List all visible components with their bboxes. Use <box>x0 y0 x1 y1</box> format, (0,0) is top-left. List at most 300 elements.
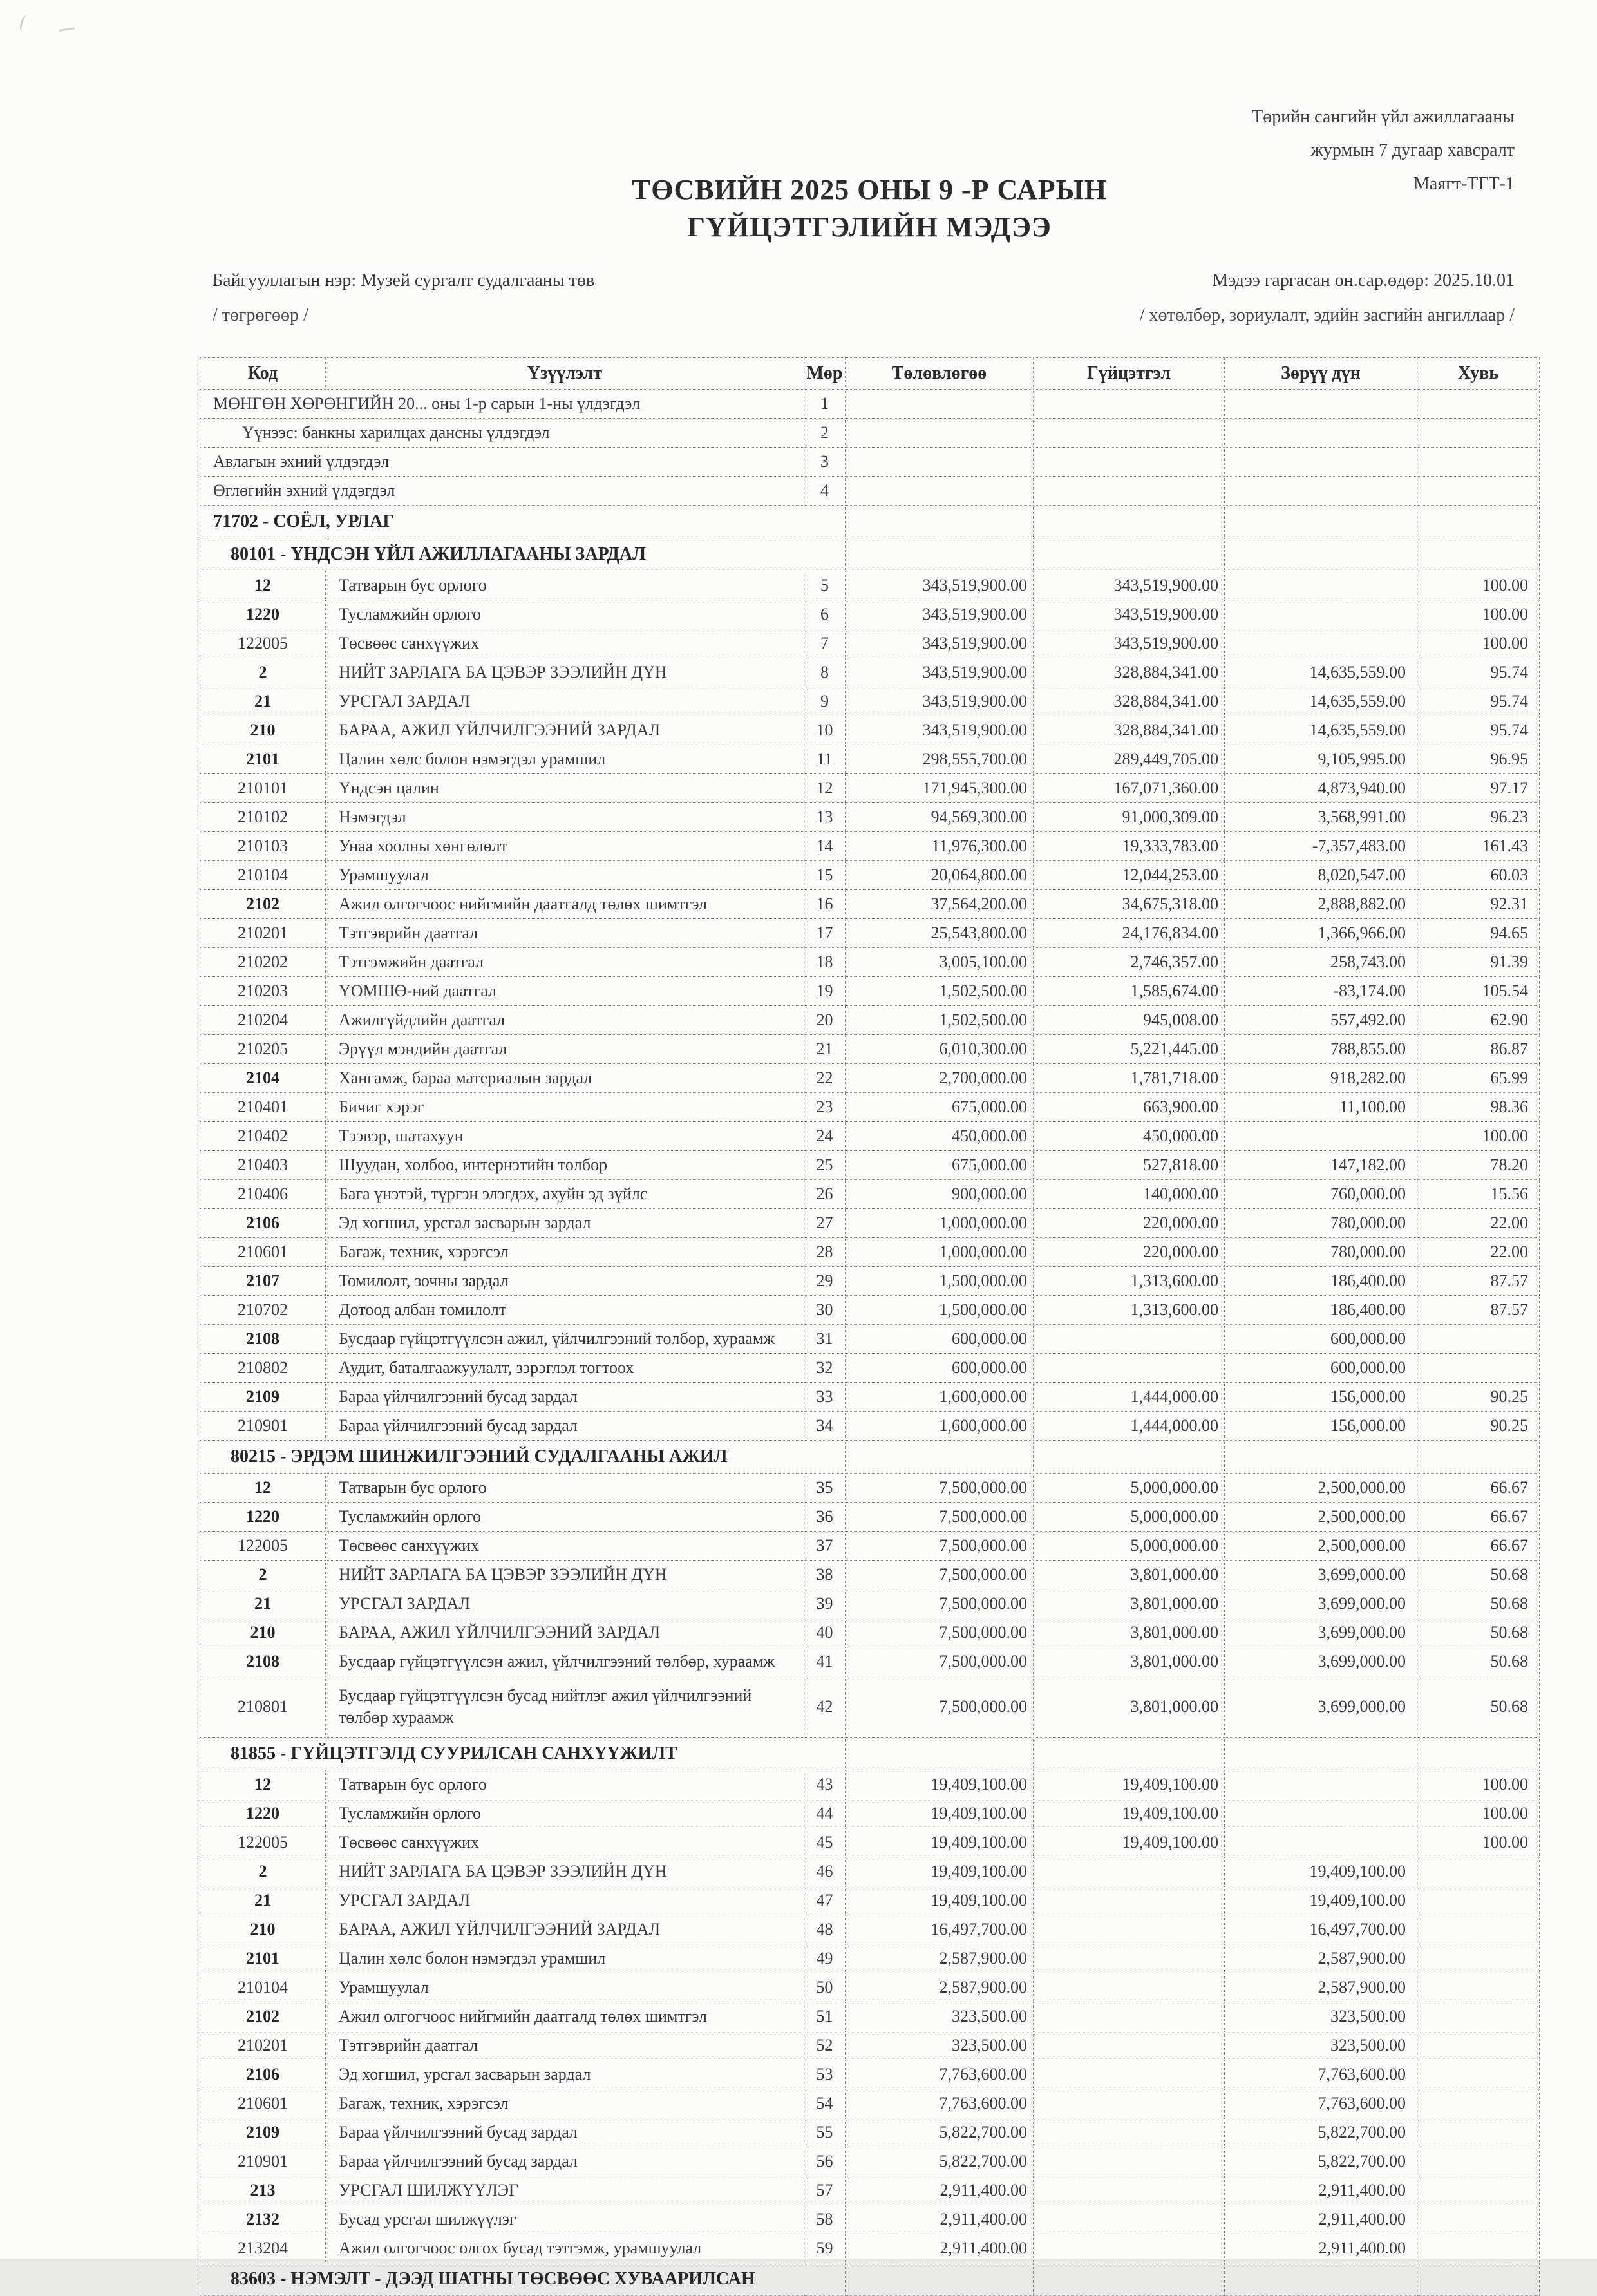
table-row <box>200 1944 1540 1973</box>
cell-account-code: 210203 <box>200 977 326 1006</box>
cell-indicator-label: Бусдаар гүйцэтгүүлсэн ажил, үйлчилгээний төлбөр, хураамж <box>326 1325 804 1354</box>
cell-indicator-label: Үүнээс: банкны харилцах дансны үлдэгдэл <box>200 419 804 448</box>
cell-indicator-label: Бага үнэтэй, түргэн элэгдэх, ахуйн эд зүйлс <box>326 1180 804 1209</box>
cell-row-number: 51 <box>804 2002 846 2031</box>
cell-difference-amount: 186,400.00 <box>1225 1267 1417 1296</box>
cell-actual-amount <box>1034 506 1225 538</box>
section-label: 80215 - ЭРДЭМ ШИНЖИЛГЭЭНИЙ СУДАЛГААНЫ АЖИЛ <box>200 1441 846 1474</box>
column-header-difference: Зөрүү дүн <box>1225 358 1417 390</box>
cell-indicator-label: Бичиг хэрэг <box>326 1093 804 1122</box>
section-header-row <box>200 538 1540 571</box>
cell-difference-amount <box>1225 629 1417 658</box>
cell-plan-amount: 19,409,100.00 <box>846 1770 1034 1799</box>
cell-difference-amount: 2,911,400.00 <box>1225 2205 1417 2234</box>
table-row <box>200 1857 1540 1886</box>
page-title-line2: ГҮЙЦЭТГЭЛИЙН МЭДЭЭ <box>687 211 1052 243</box>
cell-row-number: 16 <box>804 890 846 919</box>
cell-actual-amount <box>1034 2147 1225 2176</box>
cell-percent-value <box>1417 2002 1540 2031</box>
cell-actual-amount: 220,000.00 <box>1034 1238 1225 1267</box>
cell-plan-amount: 298,555,700.00 <box>846 745 1034 774</box>
cell-difference-amount <box>1225 477 1417 506</box>
cell-percent-value: 87.57 <box>1417 1296 1540 1325</box>
cell-row-number: 45 <box>804 1828 846 1857</box>
cell-account-code: 1220 <box>200 1503 326 1532</box>
cell-account-code: 210102 <box>200 803 326 832</box>
cell-difference-amount: 2,911,400.00 <box>1225 2234 1417 2263</box>
cell-actual-amount: 3,801,000.00 <box>1034 1589 1225 1618</box>
cell-indicator-label: Ажилгүйдлийн даатгал <box>326 1006 804 1035</box>
cell-row-number: 41 <box>804 1647 846 1676</box>
cell-actual-amount <box>1034 1915 1225 1944</box>
table-row <box>200 1770 1540 1799</box>
cell-actual-amount <box>1034 1738 1225 1770</box>
cell-plan-amount: 19,409,100.00 <box>846 1857 1034 1886</box>
column-header-plan: Төлөвлөгөө <box>846 358 1034 390</box>
column-header-code: Код <box>200 358 326 390</box>
table-row <box>200 948 1540 977</box>
cell-percent-value: 22.00 <box>1417 1238 1540 1267</box>
table-row <box>200 390 1540 419</box>
cell-plan-amount: 1,502,500.00 <box>846 1006 1034 1035</box>
cell-plan-amount: 7,763,600.00 <box>846 2089 1034 2118</box>
cell-difference-amount: 19,409,100.00 <box>1225 1857 1417 1886</box>
table-row <box>200 419 1540 448</box>
cell-percent-value: 96.95 <box>1417 745 1540 774</box>
cell-account-code: 210204 <box>200 1006 326 1035</box>
cell-indicator-label: Тэтгэмжийн даатгал <box>326 948 804 977</box>
cell-account-code: 210601 <box>200 1238 326 1267</box>
classification-note: / хөтөлбөр, зориулалт, эдийн засгийн ангиллаар / <box>1139 305 1515 325</box>
cell-account-code: 2 <box>200 1857 326 1886</box>
cell-indicator-label: Төсвөөс санхүүжих <box>326 629 804 658</box>
cell-difference-amount: 14,635,559.00 <box>1225 687 1417 716</box>
cell-row-number: 20 <box>804 1006 846 1035</box>
cell-percent-value: 100.00 <box>1417 1770 1540 1799</box>
cell-row-number: 7 <box>804 629 846 658</box>
cell-plan-amount: 7,500,000.00 <box>846 1532 1034 1561</box>
cell-actual-amount: 91,000,309.00 <box>1034 803 1225 832</box>
cell-plan-amount: 2,587,900.00 <box>846 1973 1034 2002</box>
section-label: 80101 - ҮНДСЭН ҮЙЛ АЖИЛЛАГААНЫ ЗАРДАЛ <box>200 538 846 571</box>
cell-account-code: 213 <box>200 2176 326 2205</box>
table-row <box>200 1503 1540 1532</box>
cell-percent-value <box>1417 1944 1540 1973</box>
cell-actual-amount: 1,781,718.00 <box>1034 1064 1225 1093</box>
form-reference-note <box>1252 100 1515 201</box>
cell-indicator-label: Бусдаар гүйцэтгүүлсэн бусад нийтлэг ажил үйлчилгээний төлбөр хураамж <box>326 1676 804 1738</box>
cell-difference-amount: 9,105,995.00 <box>1225 745 1417 774</box>
column-header-indicator: Үзүүлэлт <box>326 358 804 390</box>
cell-difference-amount: 323,500.00 <box>1225 2002 1417 2031</box>
cell-percent-value: 96.23 <box>1417 803 1540 832</box>
cell-percent-value <box>1417 2205 1540 2234</box>
table-row <box>200 1412 1540 1441</box>
cell-actual-amount <box>1034 419 1225 448</box>
cell-percent-value <box>1417 2089 1540 2118</box>
cell-actual-amount <box>1034 390 1225 419</box>
cell-plan-amount: 2,911,400.00 <box>846 2205 1034 2234</box>
cell-row-number: 6 <box>804 600 846 629</box>
cell-indicator-label: Тусламжийн орлого <box>326 600 804 629</box>
cell-account-code: 2106 <box>200 1209 326 1238</box>
cell-plan-amount: 5,822,700.00 <box>846 2118 1034 2147</box>
cell-difference-amount: 3,699,000.00 <box>1225 1676 1417 1738</box>
section-label: 71702 - СОЁЛ, УРЛАГ <box>200 506 846 538</box>
cell-actual-amount: 2,746,357.00 <box>1034 948 1225 977</box>
organization-name: Байгууллагын нэр: Музей сургалт судалгааны төв <box>213 270 595 290</box>
table-row <box>200 1647 1540 1676</box>
cell-percent-value: 87.57 <box>1417 1267 1540 1296</box>
cell-difference-amount: 780,000.00 <box>1225 1238 1417 1267</box>
cell-actual-amount: 1,585,674.00 <box>1034 977 1225 1006</box>
cell-row-number: 48 <box>804 1915 846 1944</box>
form-reference-line: Маягт-ТГТ-1 <box>1413 174 1515 194</box>
cell-plan-amount: 343,519,900.00 <box>846 571 1034 600</box>
cell-row-number: 24 <box>804 1122 846 1151</box>
cell-percent-value: 66.67 <box>1417 1503 1540 1532</box>
cell-plan-amount: 323,500.00 <box>846 2031 1034 2060</box>
cell-account-code: 2 <box>200 658 326 687</box>
cell-row-number: 23 <box>804 1093 846 1122</box>
cell-indicator-label: Багаж, техник, хэрэгсэл <box>326 1238 804 1267</box>
cell-row-number: 36 <box>804 1503 846 1532</box>
cell-row-number: 31 <box>804 1325 846 1354</box>
cell-actual-amount: 289,449,705.00 <box>1034 745 1225 774</box>
cell-difference-amount: 918,282.00 <box>1225 1064 1417 1093</box>
cell-row-number: 47 <box>804 1886 846 1915</box>
cell-row-number: 44 <box>804 1799 846 1828</box>
cell-actual-amount: 140,000.00 <box>1034 1180 1225 1209</box>
cell-indicator-label: Ажил олгогчоос нийгмийн даатгалд төлөх шимтгэл <box>326 2002 804 2031</box>
cell-row-number: 35 <box>804 1474 846 1503</box>
cell-percent-value: 98.36 <box>1417 1093 1540 1122</box>
cell-row-number: 4 <box>804 477 846 506</box>
cell-actual-amount <box>1034 538 1225 571</box>
cell-actual-amount: 1,313,600.00 <box>1034 1296 1225 1325</box>
cell-percent-value: 62.90 <box>1417 1006 1540 1035</box>
cell-actual-amount: 19,409,100.00 <box>1034 1799 1225 1828</box>
cell-indicator-label: Тэтгэврийн даатгал <box>326 2031 804 2060</box>
budget-execution-table <box>200 357 1540 2296</box>
cell-difference-amount: 1,366,966.00 <box>1225 919 1417 948</box>
cell-indicator-label: Нэмэгдэл <box>326 803 804 832</box>
table-row <box>200 977 1540 1006</box>
cell-row-number: 27 <box>804 1209 846 1238</box>
cell-account-code: 2101 <box>200 1944 326 1973</box>
cell-percent-value: 161.43 <box>1417 832 1540 861</box>
cell-difference-amount: 2,587,900.00 <box>1225 1973 1417 2002</box>
cell-difference-amount: 557,492.00 <box>1225 1006 1417 1035</box>
cell-row-number: 10 <box>804 716 846 745</box>
table-row <box>200 2147 1540 2176</box>
table-row <box>200 1238 1540 1267</box>
cell-row-number: 38 <box>804 1561 846 1589</box>
table-row <box>200 716 1540 745</box>
table-row <box>200 1383 1540 1412</box>
cell-percent-value <box>1417 1738 1540 1770</box>
cell-account-code: 210702 <box>200 1296 326 1325</box>
cell-plan-amount: 1,502,500.00 <box>846 977 1034 1006</box>
table-row <box>200 1474 1540 1503</box>
cell-difference-amount: 4,873,940.00 <box>1225 774 1417 803</box>
table-row <box>200 629 1540 658</box>
cell-indicator-label: Эд хогшил, урсгал засварын зардал <box>326 1209 804 1238</box>
cell-row-number: 54 <box>804 2089 846 2118</box>
cell-plan-amount: 2,911,400.00 <box>846 2176 1034 2205</box>
cell-actual-amount: 167,071,360.00 <box>1034 774 1225 803</box>
cell-plan-amount: 7,500,000.00 <box>846 1647 1034 1676</box>
cell-percent-value: 100.00 <box>1417 571 1540 600</box>
cell-percent-value: 95.74 <box>1417 687 1540 716</box>
cell-percent-value <box>1417 1886 1540 1915</box>
table-row <box>200 1354 1540 1383</box>
cell-actual-amount: 3,801,000.00 <box>1034 1676 1225 1738</box>
table-row <box>200 1561 1540 1589</box>
cell-percent-value: 95.74 <box>1417 716 1540 745</box>
cell-plan-amount <box>846 448 1034 477</box>
table-row <box>200 1532 1540 1561</box>
cell-account-code: 2109 <box>200 1383 326 1412</box>
cell-row-number: 59 <box>804 2234 846 2263</box>
cell-row-number: 32 <box>804 1354 846 1383</box>
cell-percent-value: 66.67 <box>1417 1532 1540 1561</box>
cell-percent-value: 100.00 <box>1417 1799 1540 1828</box>
table-row <box>200 1676 1540 1738</box>
cell-indicator-label: НИЙТ ЗАРЛАГА БА ЦЭВЭР ЗЭЭЛИЙН ДҮН <box>326 658 804 687</box>
cell-actual-amount <box>1034 1325 1225 1354</box>
cell-actual-amount: 343,519,900.00 <box>1034 629 1225 658</box>
cell-plan-amount: 16,497,700.00 <box>846 1915 1034 1944</box>
section-header-row <box>200 1738 1540 1770</box>
cell-difference-amount <box>1225 1770 1417 1799</box>
cell-indicator-label: УРСГАЛ ЗАРДАЛ <box>326 1589 804 1618</box>
cell-percent-value: 78.20 <box>1417 1151 1540 1180</box>
table-row <box>200 1973 1540 2002</box>
cell-indicator-label: Тусламжийн орлого <box>326 1799 804 1828</box>
section-label: 83603 - НЭМЭЛТ - ДЭЭД ШАТНЫ ТӨСВӨӨС ХУВААРИЛСАН <box>200 2263 846 2296</box>
section-header-row <box>200 1441 1540 1474</box>
cell-percent-value: 60.03 <box>1417 861 1540 890</box>
cell-row-number: 29 <box>804 1267 846 1296</box>
cell-indicator-label: Ажил олгогчоос нийгмийн даатгалд төлөх шимтгэл <box>326 890 804 919</box>
table-row <box>200 2234 1540 2263</box>
cell-account-code: 210205 <box>200 1035 326 1064</box>
cell-indicator-label: ҮОМШӨ-ний даатгал <box>326 977 804 1006</box>
cell-indicator-label: Хангамж, бараа материалын зардал <box>326 1064 804 1093</box>
cell-actual-amount: 5,000,000.00 <box>1034 1503 1225 1532</box>
cell-percent-value <box>1417 1441 1540 1474</box>
cell-difference-amount: 186,400.00 <box>1225 1296 1417 1325</box>
cell-plan-amount: 900,000.00 <box>846 1180 1034 1209</box>
cell-indicator-label: Бусад урсгал шилжүүлэг <box>326 2205 804 2234</box>
cell-account-code: 2 <box>200 1561 326 1589</box>
cell-account-code: 210201 <box>200 919 326 948</box>
cell-plan-amount: 94,569,300.00 <box>846 803 1034 832</box>
cell-indicator-label: Ажил олгогчоос олгох бусад тэтгэмж, урамшуулал <box>326 2234 804 2263</box>
cell-row-number: 25 <box>804 1151 846 1180</box>
cell-indicator-label: Тээвэр, шатахуун <box>326 1122 804 1151</box>
table-row <box>200 1122 1540 1151</box>
cell-plan-amount: 2,587,900.00 <box>846 1944 1034 1973</box>
cell-account-code: 12 <box>200 571 326 600</box>
cell-actual-amount: 5,000,000.00 <box>1034 1532 1225 1561</box>
cell-difference-amount: 2,500,000.00 <box>1225 1532 1417 1561</box>
cell-difference-amount: 11,100.00 <box>1225 1093 1417 1122</box>
cell-account-code: 210103 <box>200 832 326 861</box>
table-row <box>200 1828 1540 1857</box>
cell-difference-amount <box>1225 571 1417 600</box>
cell-actual-amount <box>1034 448 1225 477</box>
cell-actual-amount: 945,008.00 <box>1034 1006 1225 1035</box>
cell-plan-amount <box>846 506 1034 538</box>
cell-indicator-label: Эд хогшил, урсгал засварын зардал <box>326 2060 804 2089</box>
section-header-row <box>200 2263 1540 2296</box>
cell-account-code: 210104 <box>200 1973 326 2002</box>
cell-difference-amount: 600,000.00 <box>1225 1354 1417 1383</box>
cell-difference-amount <box>1225 600 1417 629</box>
cell-difference-amount <box>1225 1441 1417 1474</box>
table-row <box>200 1589 1540 1618</box>
table-row <box>200 1064 1540 1093</box>
column-header-row-number: Мөр <box>804 358 846 390</box>
cell-plan-amount: 1,600,000.00 <box>846 1412 1034 1441</box>
cell-percent-value: 91.39 <box>1417 948 1540 977</box>
cell-actual-amount: 328,884,341.00 <box>1034 658 1225 687</box>
column-header-percent: Хувь <box>1417 358 1540 390</box>
cell-difference-amount: -7,357,483.00 <box>1225 832 1417 861</box>
cell-row-number: 22 <box>804 1064 846 1093</box>
cell-indicator-label: Эрүүл мэндийн даатгал <box>326 1035 804 1064</box>
page-title-line1: ТӨСВИЙН 2025 ОНЫ 9 -Р САРЫН <box>631 174 1108 205</box>
cell-difference-amount: 147,182.00 <box>1225 1151 1417 1180</box>
cell-plan-amount: 450,000.00 <box>846 1122 1034 1151</box>
cell-plan-amount: 323,500.00 <box>846 2002 1034 2031</box>
table-row <box>200 745 1540 774</box>
cell-plan-amount: 2,700,000.00 <box>846 1064 1034 1093</box>
cell-plan-amount <box>846 1441 1034 1474</box>
cell-plan-amount: 1,500,000.00 <box>846 1267 1034 1296</box>
table-row <box>200 803 1540 832</box>
cell-row-number: 46 <box>804 1857 846 1886</box>
cell-actual-amount: 343,519,900.00 <box>1034 571 1225 600</box>
cell-percent-value <box>1417 1354 1540 1383</box>
cell-percent-value: 100.00 <box>1417 629 1540 658</box>
table-row <box>200 1035 1540 1064</box>
cell-account-code: 21 <box>200 1589 326 1618</box>
cell-percent-value <box>1417 1325 1540 1354</box>
cell-account-code: 12 <box>200 1474 326 1503</box>
cell-plan-amount <box>846 477 1034 506</box>
cell-row-number: 58 <box>804 2205 846 2234</box>
currency-note: / төгрөгөөр / <box>213 305 308 325</box>
cell-account-code: 2108 <box>200 1325 326 1354</box>
cell-account-code: 210 <box>200 1618 326 1647</box>
cell-row-number: 30 <box>804 1296 846 1325</box>
cell-account-code: 210601 <box>200 2089 326 2118</box>
cell-account-code: 210202 <box>200 948 326 977</box>
cell-indicator-label: Төсвөөс санхүүжих <box>326 1532 804 1561</box>
cell-row-number: 55 <box>804 2118 846 2147</box>
cell-percent-value: 94.65 <box>1417 919 1540 948</box>
cell-difference-amount: 7,763,600.00 <box>1225 2060 1417 2089</box>
cell-actual-amount: 3,801,000.00 <box>1034 1618 1225 1647</box>
cell-plan-amount <box>846 390 1034 419</box>
cell-actual-amount: 5,000,000.00 <box>1034 1474 1225 1503</box>
cell-difference-amount: 2,500,000.00 <box>1225 1503 1417 1532</box>
cell-indicator-label: Татварын бус орлого <box>326 1770 804 1799</box>
table-row <box>200 1799 1540 1828</box>
cell-difference-amount: 5,822,700.00 <box>1225 2147 1417 2176</box>
page-title <box>451 171 1288 246</box>
cell-actual-amount <box>1034 2002 1225 2031</box>
cell-row-number: 19 <box>804 977 846 1006</box>
cell-indicator-label: БАРАА, АЖИЛ ҮЙЛЧИЛГЭЭНИЙ ЗАРДАЛ <box>326 1618 804 1647</box>
cell-difference-amount: 156,000.00 <box>1225 1412 1417 1441</box>
cell-account-code: 2102 <box>200 2002 326 2031</box>
table-row <box>200 2118 1540 2147</box>
cell-actual-amount: 328,884,341.00 <box>1034 716 1225 745</box>
cell-plan-amount: 343,519,900.00 <box>846 658 1034 687</box>
cell-difference-amount <box>1225 448 1417 477</box>
table-row <box>200 890 1540 919</box>
cell-row-number: 39 <box>804 1589 846 1618</box>
table-row <box>200 832 1540 861</box>
cell-percent-value: 97.17 <box>1417 774 1540 803</box>
cell-indicator-label: Татварын бус орлого <box>326 1474 804 1503</box>
cell-account-code: 210801 <box>200 1676 326 1738</box>
cell-difference-amount <box>1225 506 1417 538</box>
cell-row-number: 18 <box>804 948 846 977</box>
table-row <box>200 861 1540 890</box>
table-row <box>200 1180 1540 1209</box>
cell-indicator-label: Аудит, баталгаажуулалт, зэрэглэл тогтоох <box>326 1354 804 1383</box>
cell-actual-amount: 450,000.00 <box>1034 1122 1225 1151</box>
cell-difference-amount: 258,743.00 <box>1225 948 1417 977</box>
form-reference-line: Төрийн сангийн үйл ажиллагааны <box>1252 107 1515 127</box>
cell-account-code: 122005 <box>200 629 326 658</box>
cell-plan-amount <box>846 2263 1034 2296</box>
cell-actual-amount: 24,176,834.00 <box>1034 919 1225 948</box>
cell-difference-amount <box>1225 390 1417 419</box>
cell-account-code: 213204 <box>200 2234 326 2263</box>
cell-actual-amount: 1,444,000.00 <box>1034 1383 1225 1412</box>
cell-percent-value: 50.68 <box>1417 1561 1540 1589</box>
cell-percent-value <box>1417 1973 1540 2002</box>
cell-difference-amount <box>1225 538 1417 571</box>
cell-indicator-label: Томилолт, зочны зардал <box>326 1267 804 1296</box>
cell-plan-amount: 7,500,000.00 <box>846 1618 1034 1647</box>
cell-difference-amount: 780,000.00 <box>1225 1209 1417 1238</box>
cell-actual-amount: 1,444,000.00 <box>1034 1412 1225 1441</box>
cell-plan-amount: 675,000.00 <box>846 1093 1034 1122</box>
cell-plan-amount: 675,000.00 <box>846 1151 1034 1180</box>
cell-account-code: 210 <box>200 1915 326 1944</box>
cell-actual-amount <box>1034 2060 1225 2089</box>
cell-difference-amount: 19,409,100.00 <box>1225 1886 1417 1915</box>
cell-difference-amount: 156,000.00 <box>1225 1383 1417 1412</box>
cell-plan-amount: 343,519,900.00 <box>846 687 1034 716</box>
cell-row-number: 50 <box>804 1973 846 2002</box>
cell-indicator-label: Бараа үйлчилгээний бусад зардал <box>326 2147 804 2176</box>
table-row <box>200 774 1540 803</box>
table-row <box>200 1618 1540 1647</box>
cell-plan-amount: 19,409,100.00 <box>846 1886 1034 1915</box>
report-date: Мэдээ гаргасан он.сар.өдөр: 2025.10.01 <box>1212 270 1515 290</box>
cell-indicator-label: Цалин хөлс болон нэмэгдэл урамшил <box>326 745 804 774</box>
cell-actual-amount: 343,519,900.00 <box>1034 600 1225 629</box>
cell-account-code: 21 <box>200 687 326 716</box>
